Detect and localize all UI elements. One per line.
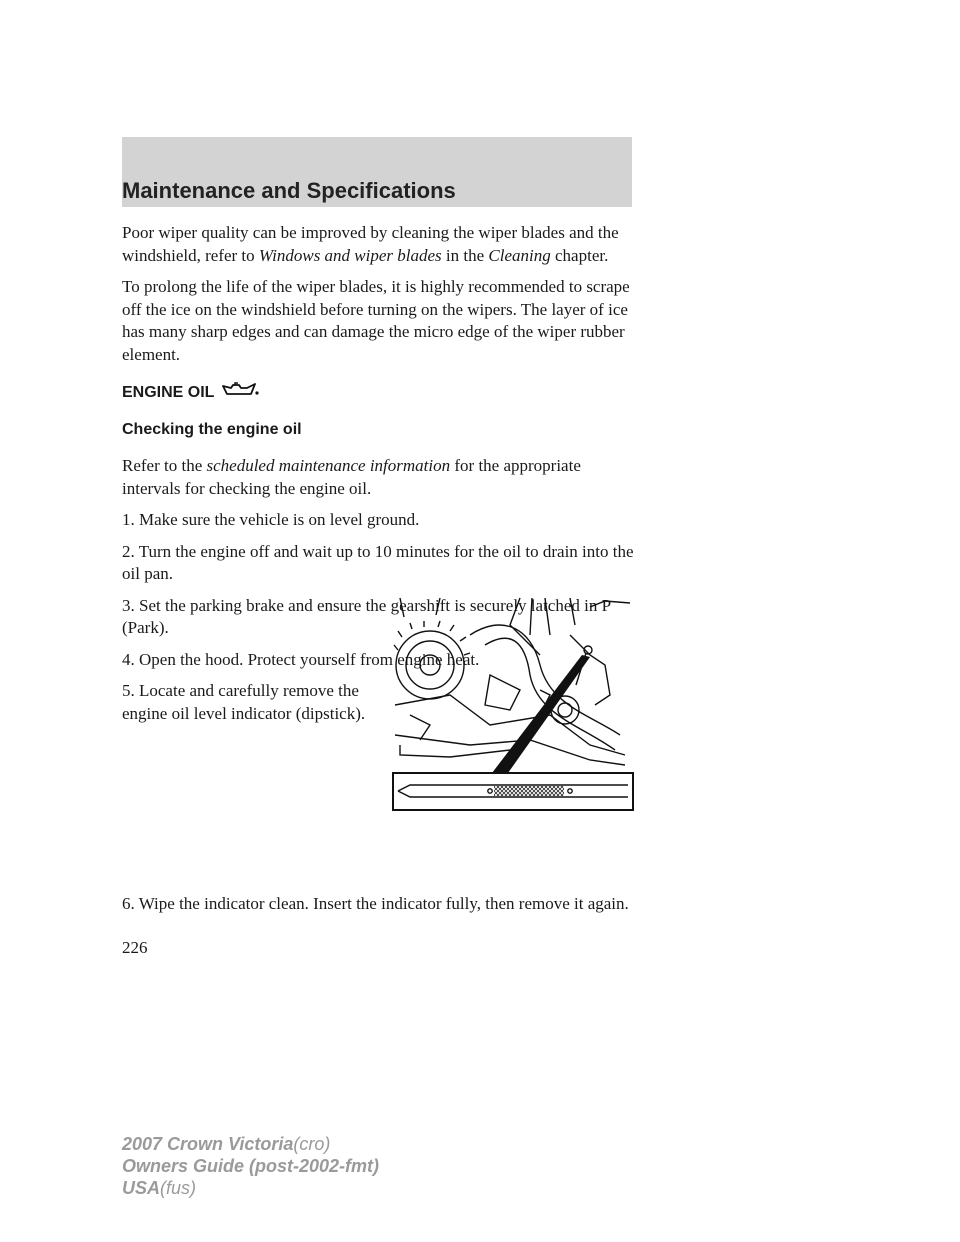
paragraph-wiper-quality: [122, 222, 642, 267]
text-span: in the: [441, 245, 489, 265]
footer-line-2: Owners Guide (post-2002-fmt): [122, 1156, 380, 1176]
text-span: for the appropriate intervals for checking the engine oil.: [122, 456, 581, 498]
dipstick-safe-range: [494, 786, 564, 796]
page-title: Maintenance and Specifications: [122, 178, 456, 203]
step-4: 4. Open the hood. Protect yourself from engine heat.: [122, 649, 480, 669]
text-span: Poor wiper quality can be improved by cleaning the wiper blades and the windshield, refer to: [122, 223, 619, 265]
step-5: 5. Locate and carefully remove the engine oil level indicator (dipstick).: [122, 681, 366, 723]
footer-line-1: [122, 1133, 379, 1155]
footer-line-3: [122, 1177, 379, 1199]
paragraph-intro: [122, 455, 642, 500]
page-number: 226: [122, 938, 148, 957]
paragraph-wiper-life: To prolong the life of the wiper blades, it is highly recommended to scrape off the ice on the windshield before turning on the wipers. The layer of ice has many sharp edges and can damage the micro edge of the wiper rubber element.: [122, 277, 630, 364]
footer-market: USA: [122, 1178, 161, 1198]
step-3: 3. Set the parking brake and ensure the gearshift is securely latched in P (Park).: [122, 595, 611, 637]
step-6: 6. Wipe the indicator clean. Insert the indicator fully, then remove it again.: [122, 894, 629, 913]
text-span: chapter.: [550, 245, 609, 265]
step-2: 2. Turn the engine off and wait up to 10 minutes for the oil to drain into the oil pan.: [122, 541, 634, 583]
footer-market-code: (fus): [160, 1178, 197, 1198]
section-heading-engine-oil: [122, 380, 642, 405]
footer-model: 2007 Crown Victoria: [122, 1134, 294, 1154]
footer-doc-info: [122, 1133, 379, 1199]
engine-dipstick-illustration: [390, 595, 635, 813]
reference-scheduled-maintenance: scheduled maintenance information: [206, 456, 451, 475]
reference-windows-wiper: Windows and wiper blades: [258, 245, 442, 265]
oil-can-icon: [221, 380, 261, 400]
step-1: 1. Make sure the vehicle is on level ground.: [122, 510, 420, 529]
footer-model-code: (cro): [293, 1134, 331, 1154]
body-text: [122, 222, 642, 925]
section-heading-text: ENGINE OIL: [122, 384, 215, 401]
text-span: Refer to the: [122, 456, 207, 475]
reference-cleaning: Cleaning: [488, 245, 551, 265]
subheading-checking-oil: Checking the engine oil: [122, 420, 302, 438]
